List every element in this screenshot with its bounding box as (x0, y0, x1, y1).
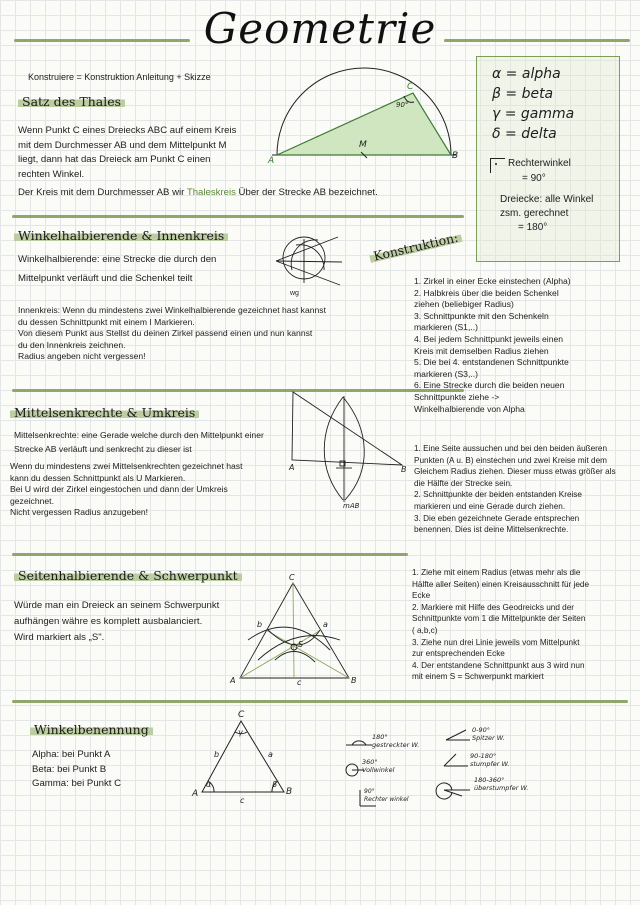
intro-text: Konstruiere = Konstruktion Anleitung + Skizze (28, 72, 211, 82)
angle-type-full: 360° Vollwinkel (362, 758, 395, 774)
winkel-definition-line: Mittelpunkt verläuft und die Schenkel teilt (18, 272, 193, 284)
seiten-label-s: S (298, 640, 304, 649)
seiten-steps (412, 567, 589, 683)
innenkreis-line: Von diesem Punkt aus Stellst du deinen Zirkel passend einen und nun kannst (18, 328, 313, 339)
benennung-line: Beta: bei Punkt B (32, 763, 107, 775)
umkreis-line: kann du dessen Schnittpunkt als U Markieren. (10, 472, 186, 483)
seiten-label-c-point: C (289, 573, 295, 582)
umkreis-line: gezeichnet. (10, 495, 54, 506)
angle-type-straight: 180° gestreckter W. (372, 733, 420, 749)
mittel-definition-line: Strecke AB verläuft und senkrecht zu dieser ist (14, 444, 192, 454)
seiten-step: ( a,b,c) (412, 625, 438, 635)
thales-label-b: B (452, 151, 459, 161)
benennung-line: Alpha: bei Punkt A (32, 749, 111, 760)
benennung-list (32, 748, 121, 792)
benennung-label-a-point: A (192, 789, 199, 799)
winkel-step: Schnittpunkte ziehe -> (414, 391, 500, 402)
mittel-step: die Hälfte der Strecke sein. (414, 478, 513, 488)
mittel-step: benennen. Dies ist deine Mittelsenkrechte. (414, 525, 569, 535)
benennung-label-alpha: α (206, 780, 212, 789)
winkel-step: 2. Halbkreis über die beiden Schenkel (414, 287, 559, 298)
seiten-heading: Seitenhalbierende & Schwerpunkt (14, 568, 242, 583)
winkelhalbierende-figure (276, 237, 342, 285)
innenkreis-line: Innenkreis: Wenn du mindestens zwei Winkelhalbierende gezeichnet hast kannst (18, 305, 326, 315)
winkel-step: 6. Eine Strecke durch die beiden neuen (414, 380, 565, 391)
mittel-label-a: A (289, 463, 295, 472)
winkel-step: Winkelhalbierende von Alpha (414, 403, 525, 414)
winkel-step: markieren (S3,..) (414, 368, 478, 379)
seitenhalbierende-figure (240, 583, 349, 678)
innenkreis-text (18, 305, 326, 363)
mittel-step: Punkten (A u. B) einstechen und zwei Kreise mit dem (414, 455, 607, 465)
seiten-text-line: Würde man ein Dreieck an seinem Schwerpunkt (14, 600, 220, 611)
thales-text-line: rechten Winkel. (18, 168, 85, 180)
mittel-steps (414, 443, 616, 536)
winkel-step: markieren (S1,..) (414, 322, 478, 333)
mittel-label-mab: mAB (343, 502, 360, 510)
mittel-step: 2. Schnittpunkte der beiden entstanden Kreise (414, 490, 582, 500)
triangle-sum-line: = 180° (518, 222, 548, 233)
benennung-heading: Winkelbenennung (30, 722, 153, 737)
seiten-step: 4. Der entstandene Schnittpunkt aus 3 wird nun (412, 660, 585, 670)
angle-type-acute: 0-90° Spitzer W. (472, 726, 505, 742)
page-title: Geometrie (203, 4, 437, 53)
winkel-definition (18, 253, 216, 286)
seiten-step: Ecke (412, 591, 431, 601)
mittel-step: 1. Eine Seite aussuchen und bei den beiden äußeren (414, 444, 608, 453)
innenkreis-line: du dessen Schnittpunkt mit einem I Markieren. (18, 316, 195, 327)
triangle-sum-line: Dreiecke: alle Winkel (500, 194, 594, 205)
seiten-step: mit einem S = Schwerpunkt markiert (412, 672, 544, 682)
winkel-step: 5. Die bei 4. entstandenen Schnittpunkte (414, 357, 569, 368)
greek-alpha: α = alpha (492, 66, 561, 82)
winkel-step: 4. Bei jedem Schnittpunkt jeweils einen (414, 333, 564, 344)
umkreis-text (10, 461, 242, 519)
greek-gamma: γ = gamma (492, 106, 575, 122)
umkreis-line: Wenn du mindestens zwei Mittelsenkrechten gezeichnet hast (10, 461, 243, 471)
innenkreis-line: du den Innenkreis zeichnen. (18, 339, 126, 350)
thales-label-angle: 90° (396, 101, 409, 109)
winkel-heading: Winkelhalbierende & Innenkreis (14, 228, 228, 243)
seiten-step: zur entsprechenden Ecke (412, 649, 505, 659)
benennung-label-gamma: γ (238, 728, 243, 737)
right-angle-label: Rechterwinkel (508, 158, 571, 169)
winkel-step: ziehen (beliebiger Radius) (414, 299, 514, 310)
winkel-definition-line: Winkelhalbierende: eine Strecke die durch den (18, 254, 217, 265)
greek-delta: δ = delta (492, 126, 557, 142)
winkel-step: 3. Schnittpunkte mit den Schenkeln (414, 310, 549, 321)
seiten-text-line: aufhängen währe es komplett ausbalanciert. (14, 616, 203, 627)
angle-type-reflex: 180-360° überstumpfer W. (474, 776, 529, 792)
benennung-label-c-point: C (238, 710, 245, 720)
umkreis-line: Nicht vergessen Radius anzugeben! (10, 507, 149, 518)
mittel-step: 3. Die eben gezeichnete Gerade entsprechen (414, 513, 580, 523)
thales-text-line: liegt, dann hat das Dreieck am Punkt C einen (18, 154, 211, 165)
benennung-label-b-point: B (286, 787, 293, 797)
benennung-label-b-side: b (214, 750, 220, 759)
thaleskreis-term: Thaleskreis (186, 187, 236, 198)
mittel-heading: Mittelsenkrechte & Umkreis (10, 405, 199, 420)
benennung-label-c-side: c (240, 796, 245, 805)
thales-label-a: A (268, 156, 275, 166)
mittel-step: Gleichem Radius ziehen. Dieser muss etwas größer als (414, 467, 616, 477)
mittel-definition-line: Mittelsenkrechte: eine Gerade welche durch den Mittelpunkt einer (14, 430, 264, 440)
winkel-steps (414, 276, 571, 415)
seiten-step: 1. Ziehe mit einem Radius (etwas mehr als die (412, 568, 581, 577)
thales-heading: Satz des Thales (18, 94, 125, 109)
mittel-label-b: B (401, 465, 407, 474)
winkel-figure-label: wg (290, 290, 299, 297)
seiten-label-c-side: c (297, 678, 302, 687)
angle-type-right: 90° Rechter winkel (364, 788, 409, 803)
thales-label-c: C (407, 82, 414, 92)
thales-label-m: M (359, 140, 367, 150)
innenkreis-line: Radius angeben nicht vergessen! (18, 351, 146, 362)
benennung-label-a-side: a (268, 750, 273, 759)
seiten-step: 2. Markiere mit Hilfe des Geodreicks und der (412, 602, 574, 612)
seiten-label-b-side: b (257, 620, 263, 629)
winkel-step: Kreis mit demselben Radius ziehen (414, 345, 549, 356)
seiten-step: Schnittpunkte vom 1 die Mittelpunkte der Seiten (412, 614, 586, 624)
winkel-step: 1. Zirkel in einer Ecke einstechen (Alpha) (414, 276, 571, 286)
seiten-text-line: Wird markiert als „S". (14, 632, 105, 643)
angle-type-obtuse: 90-180° stumpfer W. (470, 752, 510, 768)
seiten-label-b-point: B (351, 676, 357, 685)
thales-text-line: mit dem Durchmesser AB und dem Mittelpunkt M (18, 139, 227, 151)
thales-summary: Der Kreis mit dem Durchmesser AB wir Thaleskreis Über der Strecke AB bezeichnet. (18, 187, 378, 198)
triangle-sum-line: zsm. gerechnet (500, 208, 569, 219)
mittel-step: markieren und eine Gerade durch ziehen. (414, 501, 566, 511)
thales-text-line: Wenn Punkt C eines Dreiecks ABC auf einem Kreis (18, 125, 237, 136)
benennung-label-beta: β (272, 780, 278, 789)
seiten-step: Hälfte aller Seiten) einen Kreisausschnitt für jede (412, 579, 590, 589)
umkreis-line: Bei U wird der Zirkel eingestochen und dann der Umkreis (10, 484, 228, 495)
benennung-line: Gamma: bei Punkt C (32, 778, 122, 789)
seiten-text (14, 598, 219, 646)
konstruktion-heading: Konstruktion: (368, 229, 463, 265)
seiten-label-a-side: a (323, 620, 328, 629)
mittel-definition (14, 428, 264, 456)
seiten-label-a-point: A (230, 676, 236, 685)
greek-beta: β = beta (492, 86, 554, 102)
right-angle-value: = 90° (522, 173, 546, 184)
seiten-step: 3. Ziehe nun drei Linie jeweils vom Mittelpunkt (412, 637, 580, 647)
mittelsenkrechte-figure (292, 392, 402, 502)
